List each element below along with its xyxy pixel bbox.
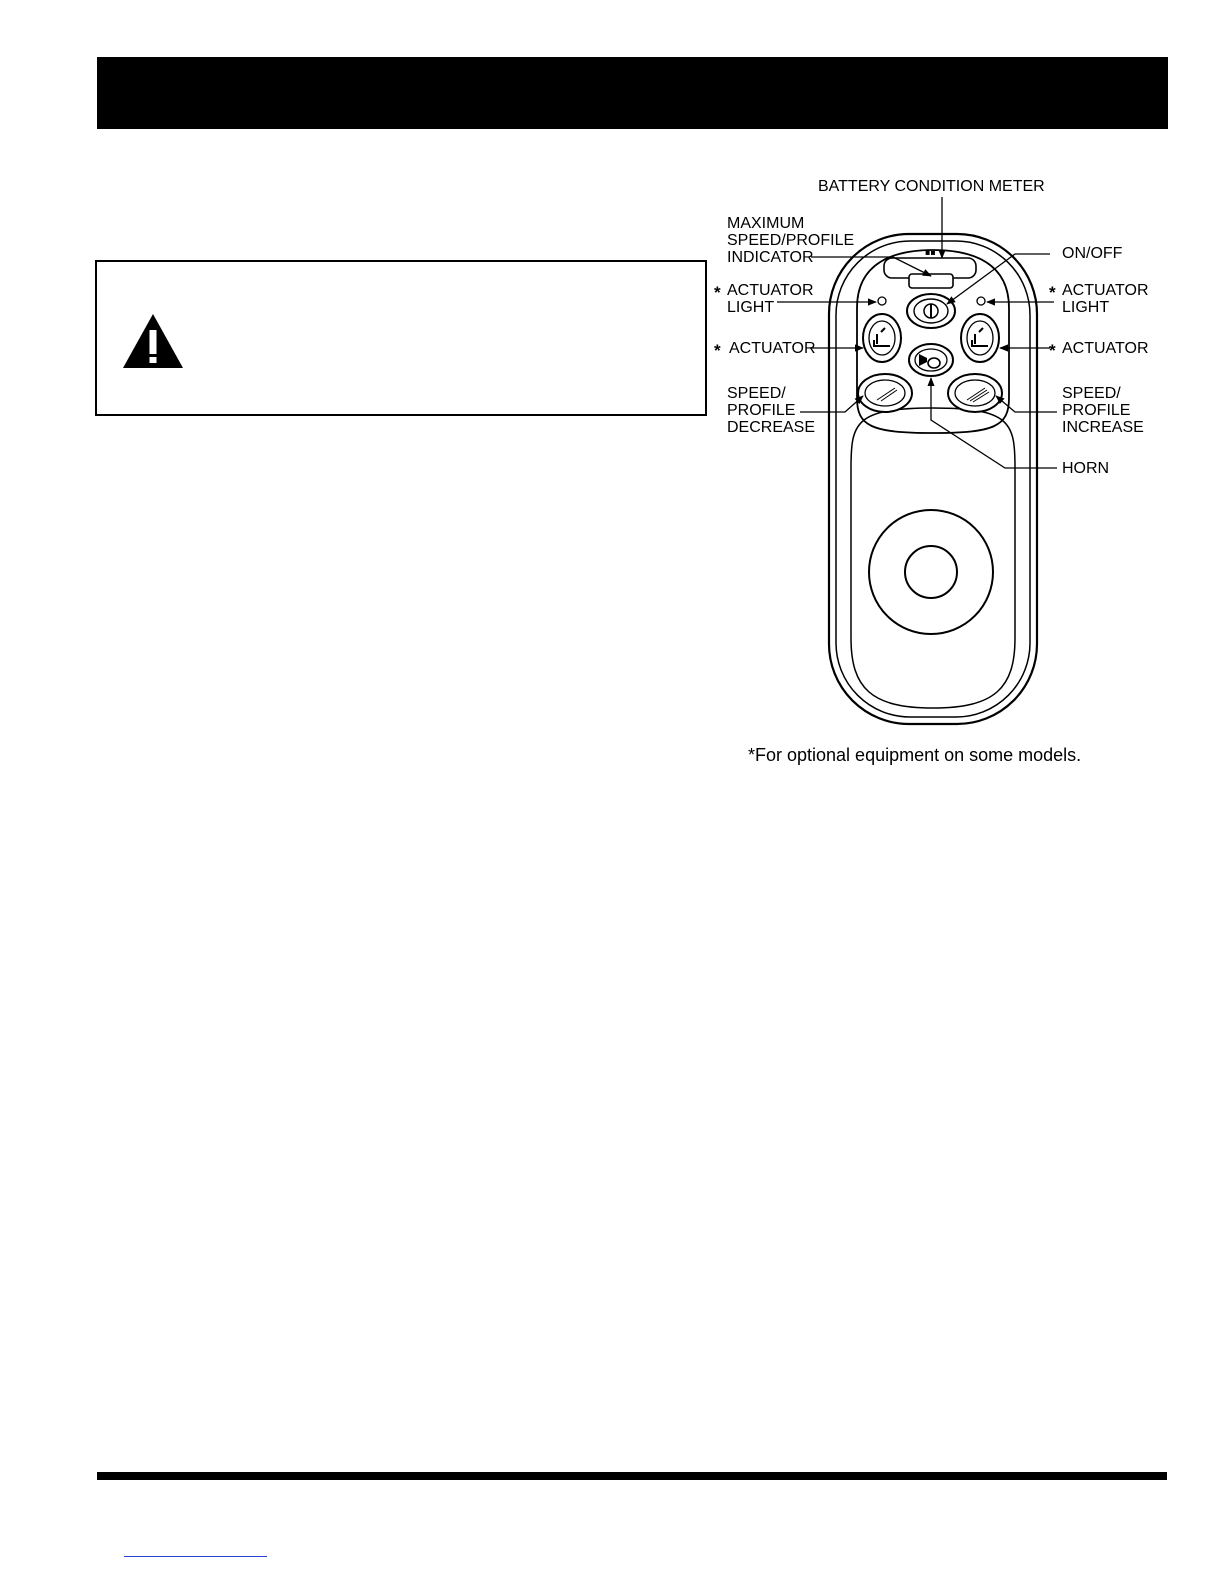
on-off-label: ON/OFF: [1062, 245, 1123, 262]
actuator-left-label: ACTUATOR: [729, 340, 816, 357]
speed-decrease-label: SPEED/ PROFILE DECREASE: [727, 385, 816, 436]
svg-text:▪▪: ▪▪: [925, 248, 936, 257]
optional-star: *: [1049, 341, 1056, 360]
battery-meter-label: BATTERY CONDITION METER: [818, 178, 1045, 195]
optional-star: *: [714, 341, 721, 360]
footer-rule: [97, 1472, 1167, 1480]
warning-triangle-icon: [121, 312, 185, 370]
actuator-light-left: [878, 297, 886, 305]
actuator-light-right: [977, 297, 985, 305]
max-speed-label: MAXIMUM SPEED/PROFILE INDICATOR: [727, 215, 855, 266]
actuator-light-left-label: ACTUATOR LIGHT: [727, 282, 814, 316]
optional-star: *: [1049, 283, 1056, 302]
optional-star: *: [714, 283, 721, 302]
actuator-right-label: ACTUATOR: [1062, 340, 1149, 357]
speed-increase-label: SPEED/ PROFILE INCREASE: [1062, 385, 1144, 436]
actuator-light-right-label: ACTUATOR LIGHT: [1062, 282, 1149, 316]
figure-caption: *For optional equipment on some models.: [748, 745, 1082, 765]
header-bar: [97, 57, 1168, 129]
joystick-icon: [905, 546, 957, 598]
horn-label: HORN: [1062, 460, 1110, 477]
footer-link-underline[interactable]: [124, 1556, 267, 1557]
max-speed-indicator: [909, 274, 953, 288]
warning-box: [95, 260, 707, 416]
